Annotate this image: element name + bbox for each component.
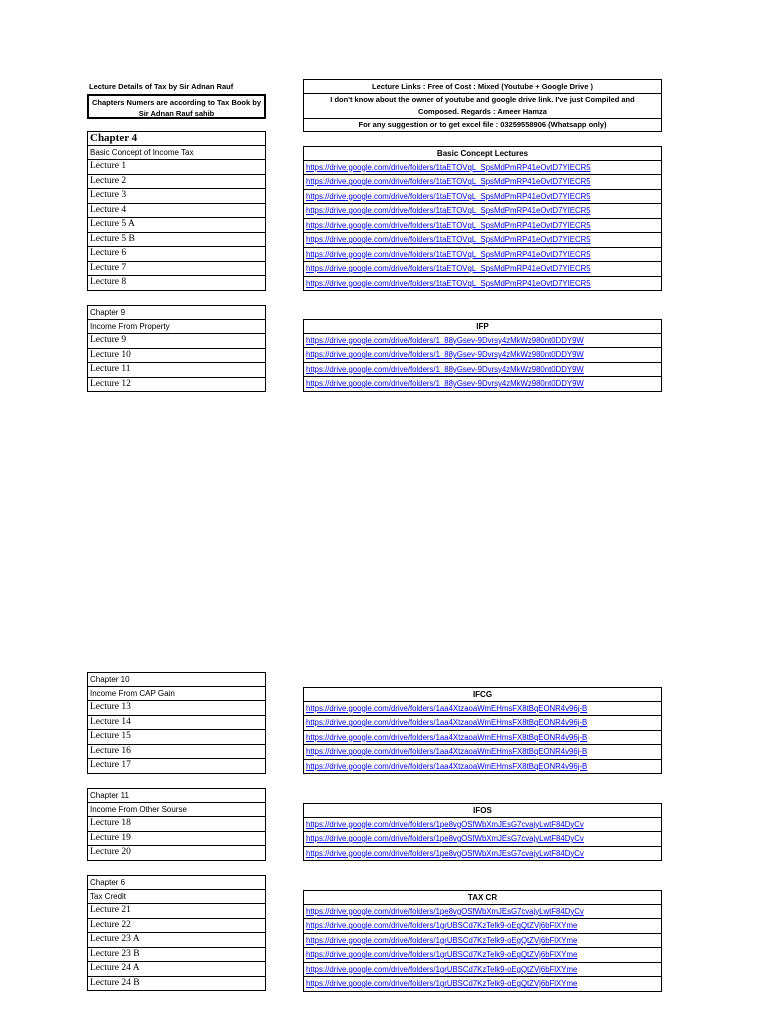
lecture-link[interactable]: https://drive.google.com/drive/folders/1taETOVqL_SpsMdPmRP41eOvtD7YIECR5 <box>303 204 662 219</box>
chapter-4-lecture-table <box>87 131 266 291</box>
lecture-link[interactable]: https://drive.google.com/drive/folders/1taETOVqL_SpsMdPmRP41eOvtD7YIECR5 <box>303 219 662 234</box>
chapter-11-links-table <box>303 803 662 861</box>
lecture-link[interactable]: https://drive.google.com/drive/folders/1taETOVqL_SpsMdPmRP41eOvtD7YIECR5 <box>303 233 662 248</box>
links-info-box <box>303 79 662 132</box>
chapter-heading: Chapter 9 <box>87 305 266 320</box>
chapter-heading: Chapter 11 <box>87 788 266 803</box>
chapter-heading: Chapter 6 <box>87 875 266 890</box>
lecture-name: Lecture 3 <box>87 189 266 204</box>
lecture-name: Lecture 24 B <box>87 977 266 992</box>
disclaimer-line-2: Composed. Regards : Ameer Hamza <box>418 107 547 116</box>
lecture-name: Lecture 10 <box>87 349 266 364</box>
page-title: Lecture Details of Tax by Sir Adnan Rauf <box>89 82 234 91</box>
links-header: TAX CR <box>303 890 662 905</box>
lecture-name: Lecture 14 <box>87 716 266 731</box>
lecture-link[interactable]: https://drive.google.com/drive/folders/1taETOVqL_SpsMdPmRP41eOvtD7YIECR5 <box>303 248 662 263</box>
chapter-9-lecture-table <box>87 305 266 392</box>
lecture-link[interactable]: https://drive.google.com/drive/folders/1taETOVqL_SpsMdPmRP41eOvtD7YIECR5 <box>303 175 662 190</box>
lecture-link[interactable]: https://drive.google.com/drive/folders/1grUBSCd7KzTelk9-oEgQtZVj6bFlXYme <box>303 919 662 934</box>
lecture-link[interactable]: https://drive.google.com/drive/folders/1aa4XtzaoaWmEHmsFX8tBqEONR4v96j-B <box>303 745 662 760</box>
links-header: IFCG <box>303 687 662 702</box>
links-header: IFP <box>303 319 662 334</box>
lecture-link[interactable]: https://drive.google.com/drive/folders/1pe8vgOSfWbXmJEsG7cvajyLwtF84DyCv <box>303 847 662 862</box>
chapter-9-links-table <box>303 319 662 392</box>
chapter-topic: Basic Concept of Income Tax <box>87 146 266 161</box>
chapter-topic: Income From Property <box>87 320 266 335</box>
lecture-link[interactable]: https://drive.google.com/drive/folders/1grUBSCd7KzTelk9-oEgQtZVj6bFlXYme <box>303 963 662 978</box>
lecture-link[interactable]: https://drive.google.com/drive/folders/1grUBSCd7KzTelk9-oEgQtZVj6bFlXYme <box>303 948 662 963</box>
chapter-10-links-table <box>303 687 662 774</box>
links-header: IFOS <box>303 803 662 818</box>
lecture-name: Lecture 22 <box>87 919 266 934</box>
lecture-name: Lecture 16 <box>87 745 266 760</box>
chapter-topic: Income From CAP Gain <box>87 687 266 702</box>
lecture-name: Lecture 8 <box>87 276 266 291</box>
lecture-link[interactable]: https://drive.google.com/drive/folders/1_88yGsev-9Dvrsy4zMkWz980nt0DDY9W <box>303 363 662 378</box>
lecture-link[interactable]: https://drive.google.com/drive/folders/1grUBSCd7KzTelk9-oEgQtZVj6bFlXYme <box>303 934 662 949</box>
lecture-link[interactable]: https://drive.google.com/drive/folders/1aa4XtzaoaWmEHmsFX8tBqEONR4v96j-B <box>303 760 662 775</box>
disclaimer-line-1: I don't know about the owner of youtube and google drive link. I've just Compiled and <box>304 93 661 106</box>
lecture-name: Lecture 5 B <box>87 233 266 248</box>
chapter-4-links-table <box>303 146 662 291</box>
lecture-name: Lecture 2 <box>87 175 266 190</box>
lecture-link[interactable]: https://drive.google.com/drive/folders/1pe8vgOSfWbXmJEsG7cvajyLwtF84DyCv <box>303 818 662 833</box>
lecture-link[interactable]: https://drive.google.com/drive/folders/1aa4XtzaoaWmEHmsFX8tBqEONR4v96j-B <box>303 716 662 731</box>
chapter-topic: Income From Other Sourse <box>87 803 266 818</box>
chapter-numbering-note: Chapters Numers are according to Tax Book by Sir Adnan Rauf sahib <box>87 94 266 119</box>
lecture-name: Lecture 19 <box>87 832 266 847</box>
chapter-11-lecture-table <box>87 788 266 861</box>
lecture-name: Lecture 12 <box>87 378 266 393</box>
chapter-heading: Chapter 4 <box>87 131 266 146</box>
lecture-link[interactable]: https://drive.google.com/drive/folders/1_88yGsev-9Dvrsy4zMkWz980nt0DDY9W <box>303 334 662 349</box>
lecture-name: Lecture 11 <box>87 363 266 378</box>
lecture-link[interactable]: https://drive.google.com/drive/folders/1pe8vgOSfWbXmJEsG7cvajyLwtF84DyCv <box>303 905 662 920</box>
chapter-6-links-table <box>303 890 662 992</box>
lecture-name: Lecture 13 <box>87 701 266 716</box>
lecture-name: Lecture 24 A <box>87 962 266 977</box>
lecture-link[interactable]: https://drive.google.com/drive/folders/1taETOVqL_SpsMdPmRP41eOvtD7YIECR5 <box>303 277 662 292</box>
lecture-link[interactable]: https://drive.google.com/drive/folders/1aa4XtzaoaWmEHmsFX8tBqEONR4v96j-B <box>303 731 662 746</box>
lecture-link[interactable]: https://drive.google.com/drive/folders/1taETOVqL_SpsMdPmRP41eOvtD7YIECR5 <box>303 190 662 205</box>
lecture-name: Lecture 18 <box>87 817 266 832</box>
lecture-link[interactable]: https://drive.google.com/drive/folders/1taETOVqL_SpsMdPmRP41eOvtD7YIECR5 <box>303 161 662 176</box>
lecture-link[interactable]: https://drive.google.com/drive/folders/1_88yGsev-9Dvrsy4zMkWz980nt0DDY9W <box>303 348 662 363</box>
chapter-topic: Tax Credit <box>87 890 266 905</box>
lecture-name: Lecture 4 <box>87 204 266 219</box>
lecture-name: Lecture 9 <box>87 334 266 349</box>
lecture-name: Lecture 17 <box>87 759 266 774</box>
chapter-heading: Chapter 10 <box>87 672 266 687</box>
lecture-name: Lecture 5 A <box>87 218 266 233</box>
contact-info: For any suggestion or to get excel file : 03259558906 (Whatsapp only) <box>304 118 661 131</box>
lecture-name: Lecture 23 A <box>87 933 266 948</box>
lecture-name: Lecture 20 <box>87 846 266 861</box>
chapter-10-lecture-table <box>87 672 266 774</box>
lecture-name: Lecture 15 <box>87 730 266 745</box>
links-title: Lecture Links : Free of Cost : Mixed (Youtube + Google Drive ) <box>372 82 593 91</box>
lecture-link[interactable]: https://drive.google.com/drive/folders/1grUBSCd7KzTelk9-oEgQtZVj6bFlXYme <box>303 977 662 992</box>
lecture-name: Lecture 23 B <box>87 948 266 963</box>
links-header: Basic Concept Lectures <box>303 146 662 161</box>
lecture-link[interactable]: https://drive.google.com/drive/folders/1aa4XtzaoaWmEHmsFX8tBqEONR4v96j-B <box>303 702 662 717</box>
lecture-name: Lecture 7 <box>87 262 266 277</box>
lecture-name: Lecture 1 <box>87 160 266 175</box>
lecture-link[interactable]: https://drive.google.com/drive/folders/1pe8vgOSfWbXmJEsG7cvajyLwtF84DyCv <box>303 832 662 847</box>
lecture-link[interactable]: https://drive.google.com/drive/folders/1taETOVqL_SpsMdPmRP41eOvtD7YIECR5 <box>303 262 662 277</box>
chapter-6-lecture-table <box>87 875 266 991</box>
lecture-name: Lecture 21 <box>87 904 266 919</box>
lecture-link[interactable]: https://drive.google.com/drive/folders/1_88yGsev-9Dvrsy4zMkWz980nt0DDY9W <box>303 377 662 392</box>
lecture-name: Lecture 6 <box>87 247 266 262</box>
